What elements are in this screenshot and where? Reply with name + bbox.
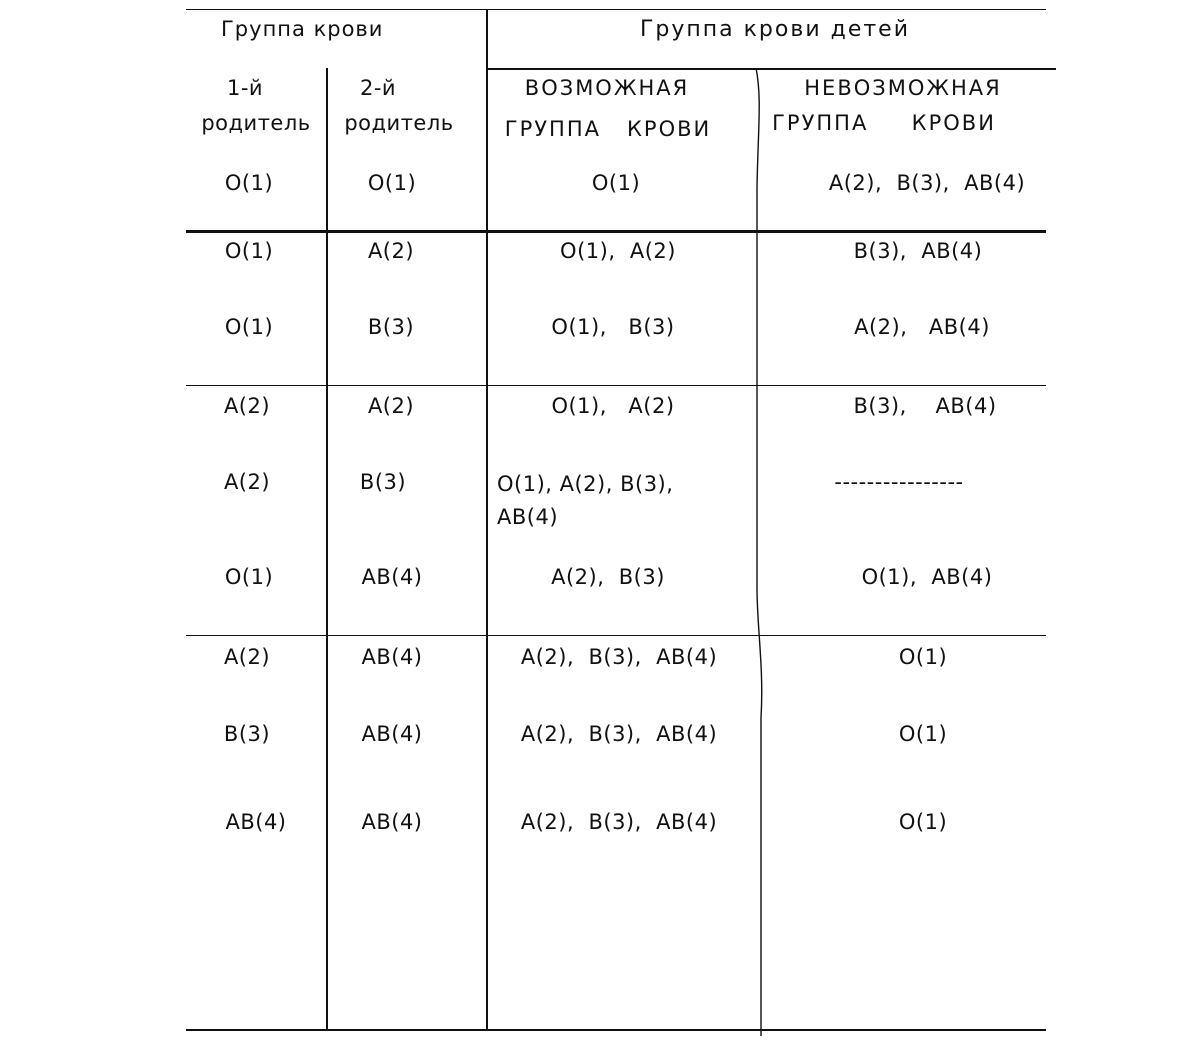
row-8-possible: A(2), B(3), AB(4) (520, 722, 718, 746)
row-3-impossible: A(2), AB(4) (854, 315, 990, 339)
row-1-impossible: A(2), B(3), AB(4) (828, 171, 1026, 195)
row-divider-1 (186, 385, 1046, 386)
row-2-possible: O(1), A(2) (560, 239, 676, 263)
row-5-impossible: ---------------- (834, 470, 964, 494)
row-2-impossible: B(3), AB(4) (853, 239, 983, 263)
parent2-header-line2: родитель (344, 111, 454, 135)
row-7-parent1: A(2) (223, 645, 271, 669)
row-4-impossible: B(3), AB(4) (853, 394, 997, 418)
row-2-parent1: O(1) (224, 239, 274, 263)
possible-impossible-divider-path (756, 68, 762, 1036)
row-5-parent2: B(3) (359, 470, 407, 494)
row-8-parent1: B(3) (223, 722, 271, 746)
children-column-divider (486, 9, 488, 1030)
row-1-possible: O(1) (591, 171, 641, 195)
row-7-impossible: O(1) (898, 645, 948, 669)
row-9-parent1: AB(4) (225, 810, 287, 834)
row-9-parent2: AB(4) (361, 810, 423, 834)
top-rule (186, 9, 1046, 10)
parent1-header-line1: 1-й (226, 76, 264, 100)
row-4-parent1: A(2) (223, 394, 271, 418)
parents-blood-group-header: Группа крови (221, 17, 384, 41)
row-2-parent2: A(2) (367, 239, 415, 263)
row-8-parent2: AB(4) (361, 722, 423, 746)
row-1-parent1: O(1) (224, 171, 274, 195)
row-6-impossible: O(1), AB(4) (861, 565, 993, 589)
row-5-possible: O(1), A(2), B(3), AB(4) (497, 472, 674, 529)
row-7-parent2: AB(4) (361, 645, 423, 669)
row-4-parent2: A(2) (367, 394, 415, 418)
row-3-possible: O(1), B(3) (551, 315, 675, 339)
row-7-possible: A(2), B(3), AB(4) (520, 645, 718, 669)
impossible-group-header-line2: ГРУППА КРОВИ (772, 111, 996, 135)
possible-group-header-line1: ВОЗМОЖНАЯ (524, 76, 690, 100)
row-divider-2 (186, 635, 1046, 636)
parent2-header-line1: 2-й (359, 76, 397, 100)
children-blood-group-header: Группа крови детей (640, 17, 911, 42)
possible-impossible-divider (750, 68, 770, 1036)
children-header-rule (488, 68, 1056, 70)
impossible-group-header-line1: НЕВОЗМОЖНАЯ (804, 76, 1002, 100)
row-1-parent2: O(1) (367, 171, 417, 195)
row-9-impossible: O(1) (898, 810, 948, 834)
possible-group-header-line2: ГРУППА КРОВИ (504, 117, 712, 141)
row-4-possible: O(1), A(2) (551, 394, 675, 418)
header-bottom-rule (186, 230, 1046, 233)
row-5-parent1: A(2) (223, 470, 271, 494)
row-3-parent2: B(3) (367, 315, 415, 339)
row-8-impossible: O(1) (898, 722, 948, 746)
parents-column-divider (326, 68, 328, 1030)
parent1-header-line2: родитель (201, 111, 311, 135)
row-6-possible: A(2), B(3) (551, 565, 665, 589)
bottom-rule (186, 1029, 1046, 1031)
row-6-parent1: O(1) (224, 565, 274, 589)
row-3-parent1: O(1) (224, 315, 274, 339)
row-6-parent2: AB(4) (361, 565, 423, 589)
row-9-possible: A(2), B(3), AB(4) (520, 810, 718, 834)
